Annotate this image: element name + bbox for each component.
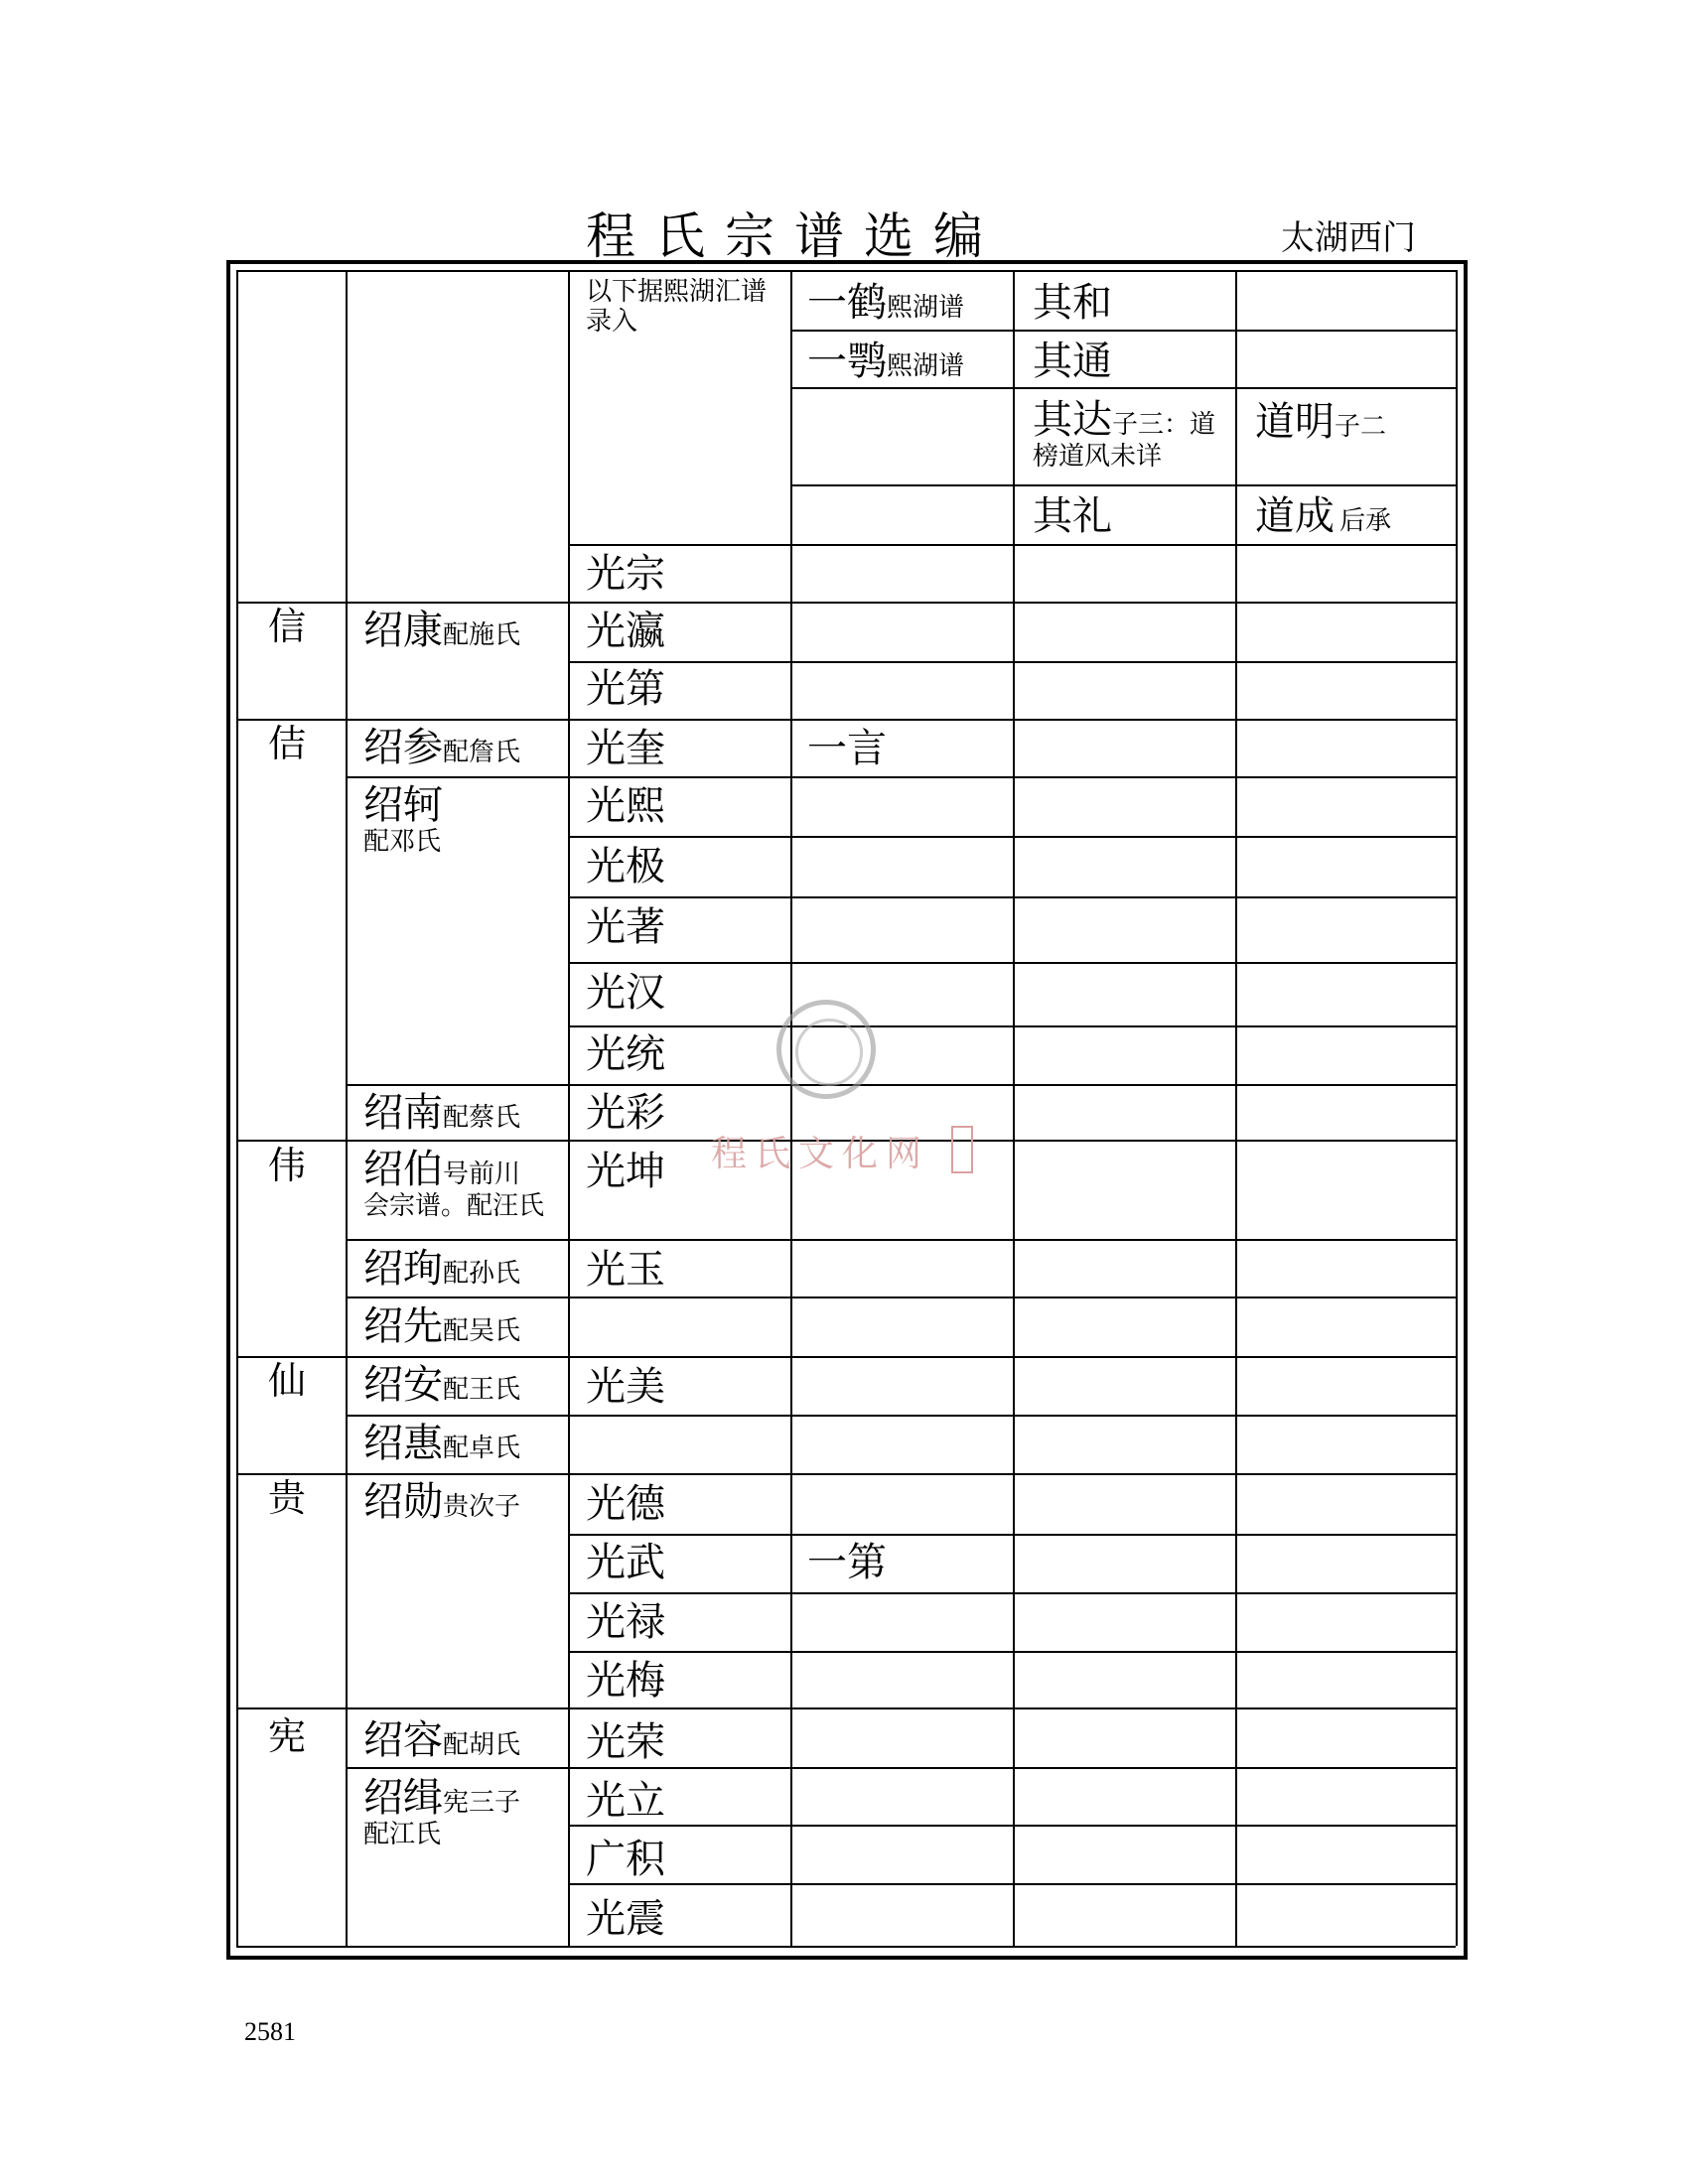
grid-line [568, 270, 570, 1946]
person-entry: 绍先配吴氏 [363, 1303, 521, 1349]
person-entry: 绍南配蔡氏 [363, 1090, 521, 1136]
person-name: 光荣 [586, 1719, 665, 1765]
grid-line [568, 1592, 1456, 1594]
grid-line [236, 270, 1456, 272]
person-name: 光瀛 [586, 609, 665, 654]
grid-line [346, 1415, 1456, 1417]
grid-line [346, 1239, 1456, 1241]
branch-name: 贵 [268, 1476, 307, 1520]
grid-line [236, 1356, 1456, 1358]
person-entry: 绍康配施氏 [363, 608, 521, 653]
person-name: 光梅 [586, 1658, 665, 1704]
person-entry: 绍伯号前川 会宗谱。配汪氏 [363, 1147, 545, 1221]
person-entry: 道明子二 [1255, 399, 1387, 445]
person-name: 一第 [807, 1540, 887, 1585]
grid-line [1456, 270, 1458, 1946]
grid-line [236, 1946, 1456, 1948]
person-name: 光著 [586, 904, 665, 950]
person-entry: 一鹗熙湖谱 [807, 339, 965, 384]
person-name: 光统 [586, 1031, 665, 1077]
person-entry: 绍容配胡氏 [363, 1717, 521, 1763]
person-entry: 道成 后承 [1255, 493, 1392, 539]
branch-name: 信 [268, 605, 307, 648]
person-name: 光玉 [586, 1247, 665, 1293]
watermark-logo [776, 1000, 876, 1099]
page-region: 太湖西门 [1281, 218, 1416, 258]
person-name: 光武 [586, 1540, 665, 1585]
person-entry: 绍勋贵次子 [363, 1479, 521, 1525]
grid-line [1013, 270, 1015, 1946]
person-name: 其通 [1033, 339, 1112, 384]
grid-line [568, 1534, 1456, 1536]
person-name: 光立 [586, 1778, 665, 1824]
grid-line [236, 270, 238, 1946]
grid-line [236, 602, 1456, 604]
person-name: 光禄 [586, 1599, 665, 1645]
grid-line [790, 387, 1456, 389]
watermark-text: 程氏文化网 [711, 1134, 930, 1174]
branch-name: 宪 [268, 1714, 307, 1758]
branch-name: 伟 [268, 1144, 307, 1187]
grid-line [568, 544, 1456, 546]
person-name: 光彩 [586, 1090, 665, 1136]
grid-line [568, 661, 1456, 663]
grid-line [236, 1473, 1456, 1475]
grid-line [568, 1825, 1456, 1827]
person-entry: 绍轲 配邓氏 [363, 782, 443, 857]
person-entry: 绍惠配卓氏 [363, 1421, 521, 1466]
grid-line [346, 1297, 1456, 1298]
watermark-seal-icon [951, 1126, 973, 1173]
person-name: 光熙 [586, 783, 665, 829]
grid-line [568, 962, 1456, 964]
person-entry: 绍珣配孙氏 [363, 1246, 521, 1292]
grid-line [236, 719, 1456, 721]
person-entry: 绍安配王氏 [363, 1362, 521, 1408]
grid-line [790, 484, 1456, 486]
person-name: 光坤 [586, 1149, 665, 1194]
person-entry: 绍缉宪三子 配江氏 [363, 1775, 521, 1849]
person-name: 光德 [586, 1481, 665, 1527]
source-note: 以下据熙湖汇谱录入 [586, 277, 768, 337]
page-title: 程氏宗谱选编 [586, 207, 1003, 265]
grid-line [790, 270, 792, 1946]
grid-line [568, 1651, 1456, 1653]
grid-line [568, 836, 1456, 838]
person-entry: 一鹤熙湖谱 [807, 280, 965, 326]
person-name: 光汉 [586, 970, 665, 1016]
branch-name: 佶 [268, 722, 307, 765]
grid-line [346, 1767, 1456, 1769]
person-name: 光宗 [586, 551, 665, 597]
grid-line [346, 776, 1456, 778]
person-entry: 绍参配詹氏 [363, 725, 521, 770]
page-number: 2581 [244, 2017, 296, 2046]
grid-line [346, 270, 348, 1946]
person-name: 其和 [1033, 280, 1112, 326]
person-name: 广积 [586, 1837, 665, 1882]
person-name: 一言 [807, 726, 887, 771]
grid-line [236, 1707, 1456, 1709]
grid-line [568, 1025, 1456, 1027]
grid-line [346, 1084, 1456, 1086]
grid-line [568, 1883, 1456, 1885]
grid-line [790, 330, 1456, 332]
person-name: 光极 [586, 844, 665, 889]
grid-line [1235, 270, 1237, 1946]
person-name: 光第 [586, 666, 665, 712]
grid-line [568, 896, 1456, 898]
person-name: 光震 [586, 1896, 665, 1942]
person-entry: 其达子三：道 榜道风未详 [1033, 397, 1216, 472]
person-name: 光美 [586, 1364, 665, 1410]
person-name: 光奎 [586, 726, 665, 771]
branch-name: 仙 [268, 1359, 307, 1403]
person-name: 其礼 [1033, 493, 1112, 539]
